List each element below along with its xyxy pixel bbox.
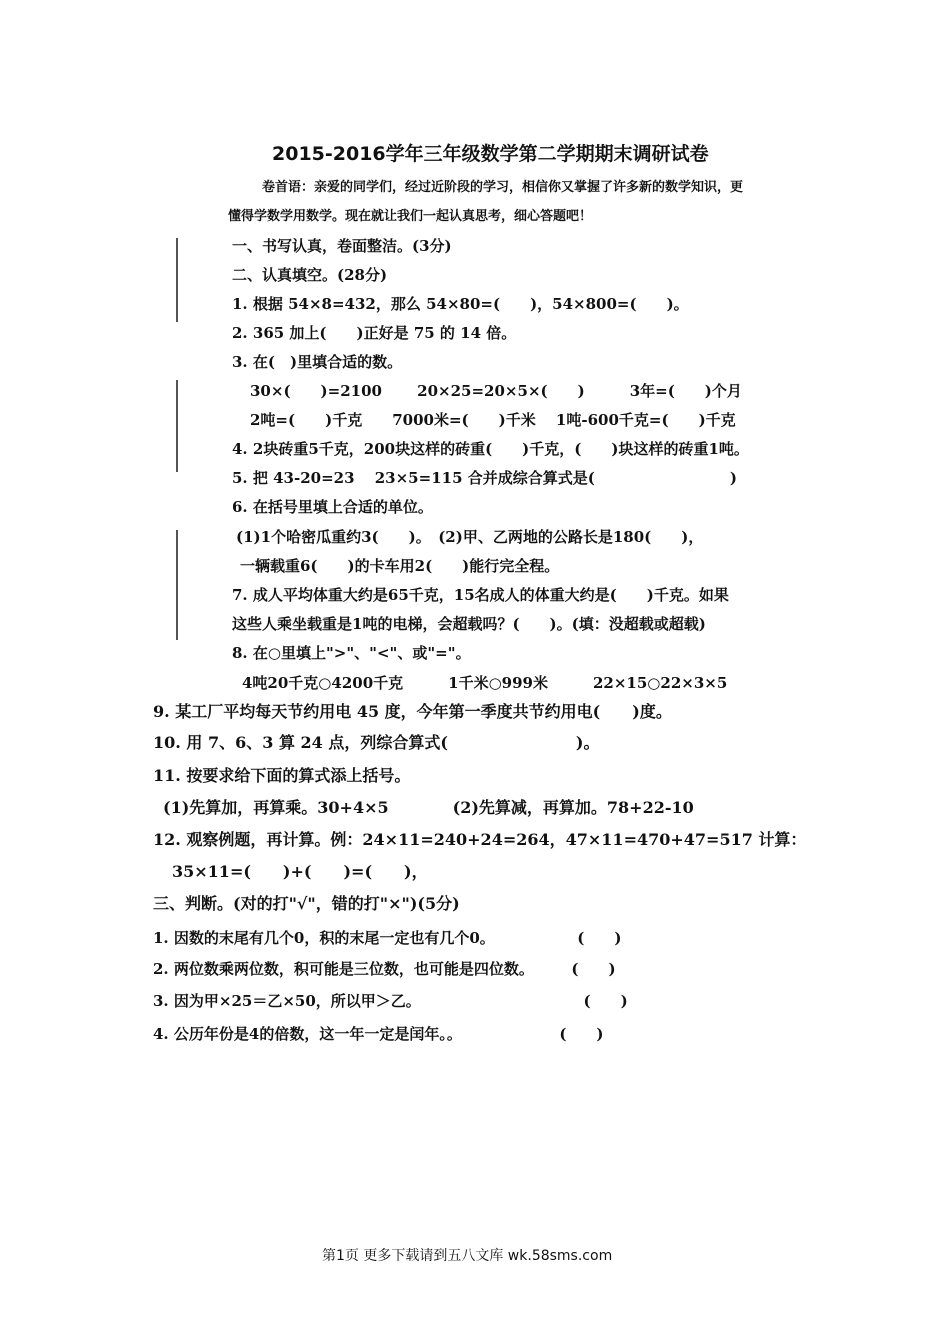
question-2-7-line-2: 这些人乘坐载重是1吨的电梯，会超载吗？( )。(填：没超载或超载): [232, 615, 706, 633]
question-2-11-row: (1)先算加，再算乘。30+4×5 (2)先算减，再算加。78+22-10: [163, 798, 694, 817]
judge-item-4: 4. 公历年份是4的倍数，这一年一定是闰年。。 ( ): [153, 1025, 604, 1043]
question-2-5: 5. 把 43-20=23 23×5=115 合并成综合算式是( ): [232, 469, 737, 487]
intro-line-2: 懂得学数学用数学。现在就让我们一起认真思考，细心答题吧！: [228, 209, 593, 224]
judge-item-2: 2. 两位数乘两位数，积可能是三位数，也可能是四位数。 ( ): [153, 960, 616, 978]
page-title: 2015-2016学年三年级数学第二学期期末调研试卷: [272, 143, 709, 165]
margin-bar-2: [176, 380, 178, 472]
question-2-3-row-2: 2吨=( )千克 7000米=( )千米 1吨-600千克=( )千克: [250, 411, 736, 429]
judge-item-1: 1. 因数的末尾有几个0，积的末尾一定也有几个0。 ( ): [153, 929, 622, 947]
question-2-11: 11. 按要求给下面的算式添上括号。: [153, 766, 411, 785]
intro-line-1: 卷首语：亲爱的同学们，经过近阶段的学习，相信你又掌握了许多新的数学知识，更: [262, 180, 744, 195]
question-2-9: 9. 某工厂平均每天节约用电 45 度，今年第一季度共节约用电( )度。: [153, 702, 672, 721]
question-2-12-row: 35×11=( )+( )=( )，: [172, 862, 428, 881]
question-2-7-line-1: 7. 成人平均体重大约是65千克，15名成人的体重大约是( )千克。如果: [232, 586, 729, 604]
question-2-1: 1. 根据 54×8=432，那么 54×80=( )，54×800=( )。: [232, 295, 689, 313]
question-2-3: 3. 在( )里填合适的数。: [232, 353, 403, 371]
page-footer: 第1页 更多下载请到五八文库 wk.58sms.com: [322, 1248, 613, 1264]
question-2-8-row: 4吨20千克○4200千克 1千米○999米 22×15○22×3×5: [242, 674, 728, 692]
question-2-6: 6. 在括号里填上合适的单位。: [232, 498, 433, 516]
margin-bar-1: [176, 238, 178, 322]
question-2-2: 2. 365 加上( )正好是 75 的 14 倍。: [232, 324, 517, 342]
question-2-6-row-1: (1)1个哈密瓜重约3( )。 (2)甲、乙两地的公路长是180( )，: [236, 528, 704, 546]
question-2-12: 12. 观察例题，再计算。例：24×11=240+24=264，47×11=470+47=517 计算：: [153, 830, 807, 849]
question-2-8: 8. 在○里填上">"、"<"、或"="。: [232, 644, 471, 662]
question-2-4: 4. 2块砖重5千克，200块这样的砖重( )千克，( )块这样的砖重1吨。: [232, 440, 749, 458]
margin-bar-3: [176, 530, 178, 640]
section-2-heading: 二、认真填空。(28分): [232, 266, 388, 284]
section-1-heading: 一、书写认真，卷面整洁。(3分): [232, 237, 452, 255]
question-2-3-row-1: 30×( )=2100 20×25=20×5×( ) 3年=( )个月: [250, 382, 742, 400]
question-2-6-row-2: 一辆载重6( )的卡车用2( )能行完全程。: [240, 557, 560, 575]
section-3-heading: 三、判断。(对的打"√"，错的打"×")(5分): [153, 894, 460, 913]
question-2-10: 10. 用 7、6、3 算 24 点，列综合算式( )。: [153, 733, 600, 752]
judge-item-3: 3. 因为甲×25＝乙×50，所以甲＞乙。 ( ): [153, 992, 628, 1010]
